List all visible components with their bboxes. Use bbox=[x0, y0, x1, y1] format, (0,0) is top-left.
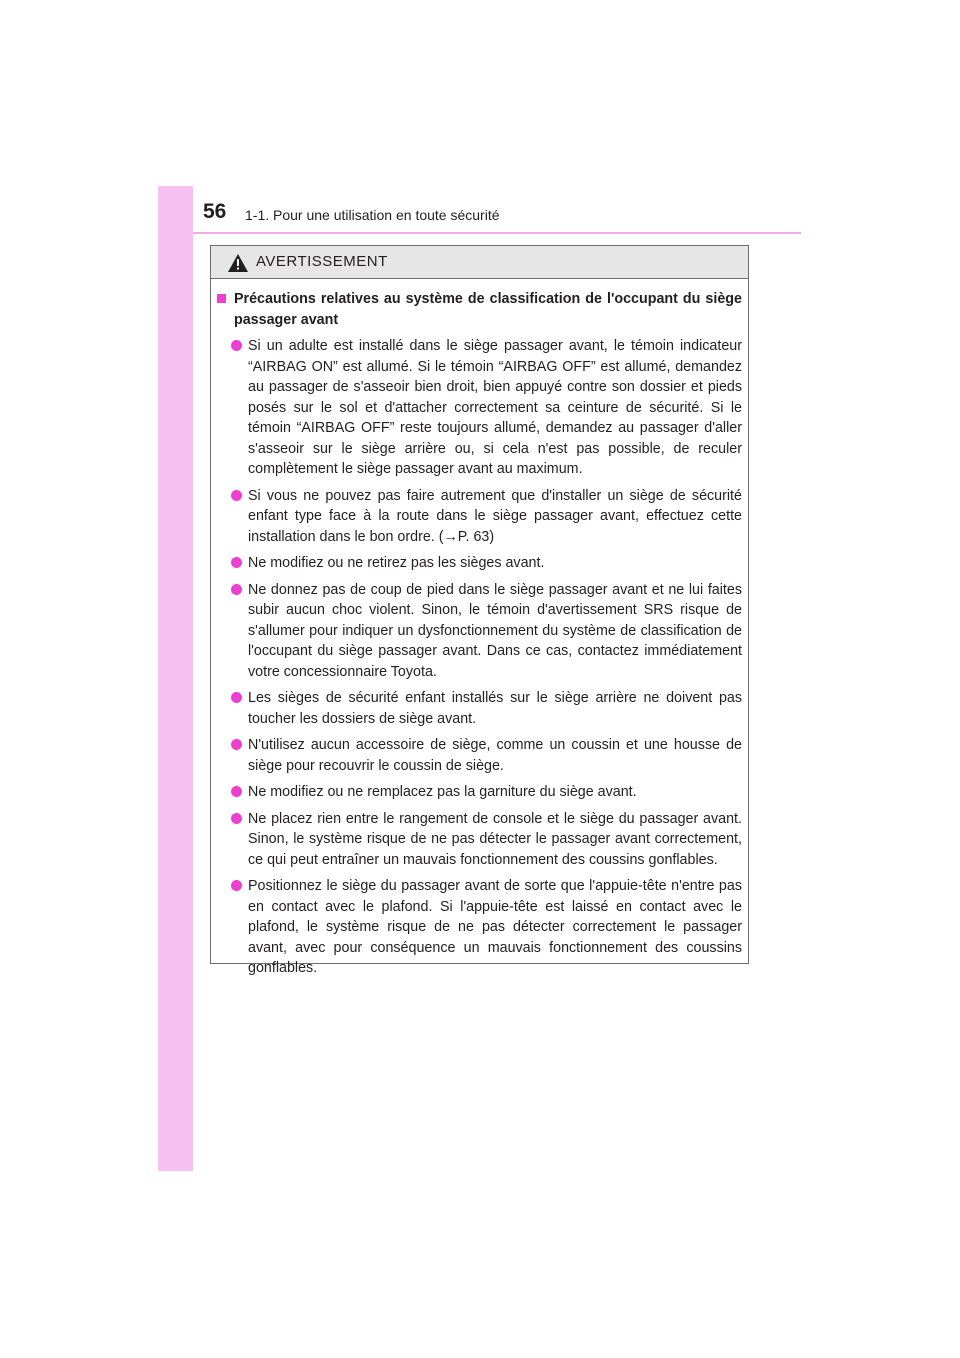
warning-heading bbox=[217, 289, 742, 330]
warning-title: AVERTISSEMENT bbox=[256, 253, 388, 270]
list-item-text: Ne modifiez ou ne remplacez pas la garniture du siège avant. bbox=[248, 784, 637, 800]
warning-header bbox=[211, 246, 748, 279]
header-divider bbox=[193, 232, 801, 234]
warning-body bbox=[211, 279, 748, 979]
bullet-dot-icon bbox=[231, 580, 248, 683]
list-item-text: N'utilisez aucun accessoire de siège, comme un coussin et une housse de siège pour recouvrir le coussin de siège. bbox=[248, 737, 742, 774]
bullet-dot-icon bbox=[231, 336, 248, 480]
page-number: 56 bbox=[203, 200, 227, 223]
list-item bbox=[231, 336, 742, 480]
list-item bbox=[231, 782, 742, 803]
bullet-dot-icon bbox=[231, 782, 248, 803]
bullet-dot-icon bbox=[231, 486, 248, 548]
bullet-dot-icon bbox=[231, 809, 248, 871]
list-item bbox=[231, 809, 742, 871]
list-item bbox=[231, 553, 742, 574]
list-item-text: Ne donnez pas de coup de pied dans le siège passager avant et ne lui faites subir aucun choc violent. Sinon, le témoin d'avertissement SRS risque de s'allumer pour indiquer un dysfonctionnement du système de classification de l'occupant du siège passager avant. Dans ce cas, contactez immédiatement votre concessionnaire Toyota. bbox=[248, 581, 742, 680]
list-item-text: Les sièges de sécurité enfant installés sur le siège arrière ne doivent pas toucher les dossiers de siège avant. bbox=[248, 690, 742, 727]
bullet-dot-icon bbox=[231, 735, 248, 776]
bullet-dot-icon bbox=[231, 553, 248, 574]
list-item-text: Si vous ne pouvez pas faire autrement que d'installer un siège de sécurité enfant type face à la route dans le siège passager avant, effectuez cette installation dans le bon ordre. (→P. 63) bbox=[248, 487, 742, 545]
list-item bbox=[231, 688, 742, 729]
list-item bbox=[231, 580, 742, 683]
list-item bbox=[231, 735, 742, 776]
page-header bbox=[203, 200, 803, 236]
list-item-text: Ne modifiez ou ne retirez pas les sièges avant. bbox=[248, 555, 545, 571]
side-tab-band bbox=[158, 186, 193, 1171]
square-bullet-icon bbox=[217, 294, 230, 303]
bullet-dot-icon bbox=[231, 688, 248, 729]
section-title: 1-1. Pour une utilisation en toute sécurité bbox=[245, 207, 500, 223]
list-item bbox=[231, 876, 742, 979]
list-item-text: Ne placez rien entre le rangement de console et le siège du passager avant. Sinon, le système risque de ne pas détecter le passager avant correctement, ce qui peut entraîner un mauvais fonctionnement des coussins gonflables. bbox=[248, 810, 742, 868]
bullet-dot-icon bbox=[231, 876, 248, 979]
warning-box bbox=[210, 245, 749, 976]
list-item-text: Positionnez le siège du passager avant de sorte que l'appuie-tête n'entre pas en contact avec le plafond. Si l'appuie-tête est laissé en contact avec le plafond, le système risque de ne pas détecter correctement le passager avant, avec pour conséquence un mauvais fonctionnement des coussins gonflables. bbox=[248, 878, 742, 976]
warning-heading-text: Précautions relatives au système de classification de l'occupant du siège passager avant bbox=[234, 291, 742, 328]
warning-triangle-icon bbox=[228, 254, 248, 272]
list-item bbox=[231, 486, 742, 548]
list-item-text: Si un adulte est installé dans le siège passager avant, le témoin indicateur “AIRBAG ON” est allumé. Si le témoin “AIRBAG OFF” est allumé, demandez au passager de s'asseoir bien droit, bien appuyé contre son dossier et pieds posés sur le sol et d'attacher correctement sa ceinture de sécurité. Si le témoin “AIRBAG OFF” reste toujours allumé, demandez au passager d'aller s'asseoir sur le siège arrière ou, si cela n'est pas possible, de reculer complètement le siège passager avant au maximum. bbox=[248, 338, 742, 477]
